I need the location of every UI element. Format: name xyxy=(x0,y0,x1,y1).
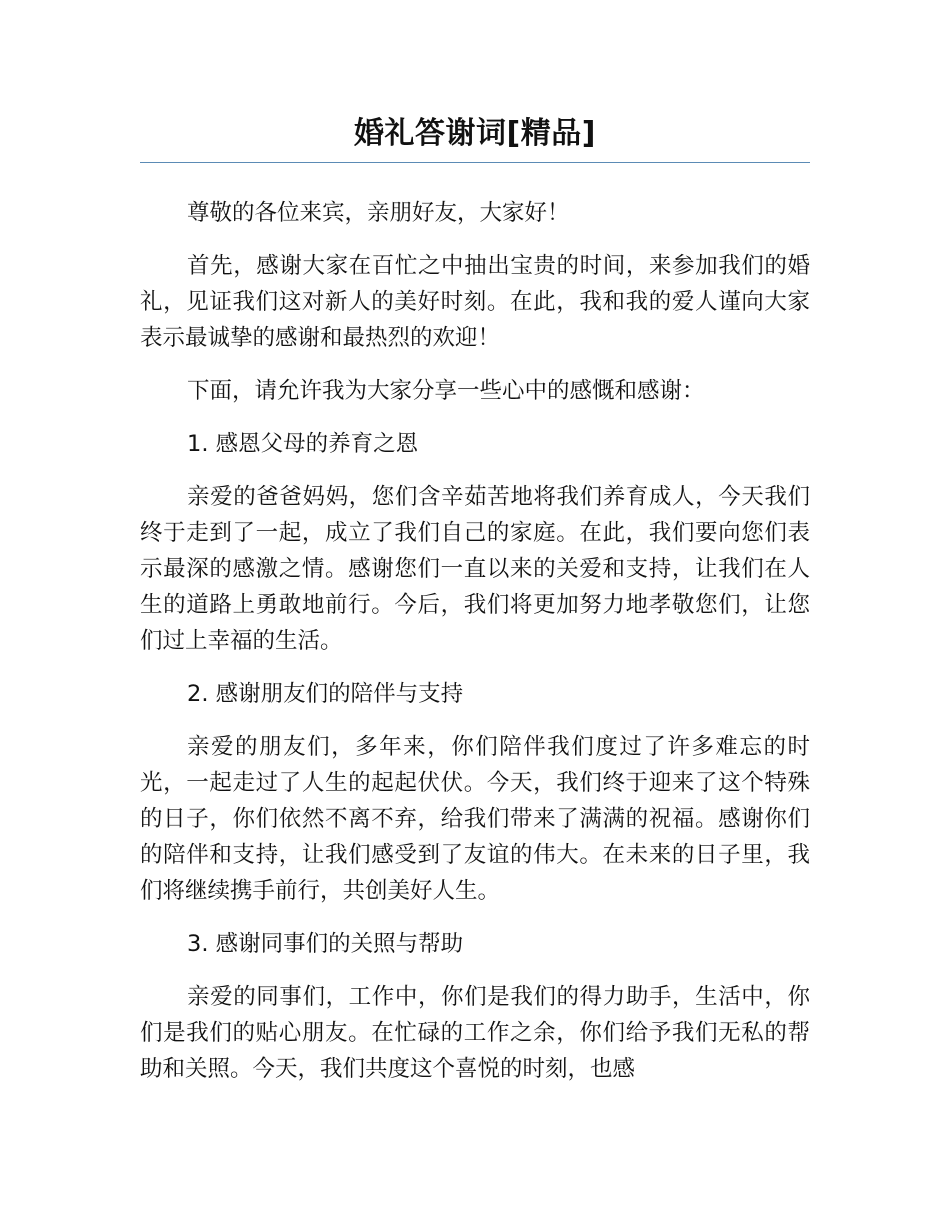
friends-paragraph: 亲爱的朋友们，多年来，你们陪伴我们度过了许多难忘的时光，一起走过了人生的起起伏伏。今天，我们终于迎来了这个特殊的日子，你们依然不离不弃，给我们带来了满满的祝福。感谢你们的陪伴和支持，让我们感受到了友谊的伟大。在未来的日子里，我们将继续携手前行，共创美好人生。 xyxy=(140,734,810,904)
parents-paragraph: 亲爱的爸爸妈妈，您们含辛茹苦地将我们养育成人，今天我们终于走到了一起，成立了我们自己的家庭。在此，我们要向您们表示最深的感激之情。感谢您们一直以来的关爱和支持，让我们在人生的道路上勇敢地前行。今后，我们将更加努力地孝敬您们，让您们过上幸福的生活。 xyxy=(140,484,810,654)
section-heading-colleagues: 3. 感谢同事们的关照与帮助 xyxy=(187,931,464,957)
section-heading-parents: 1. 感恩父母的养育之恩 xyxy=(187,431,419,457)
colleagues-paragraph: 亲爱的同事们，工作中，你们是我们的得力助手，生活中，你们是我们的贴心朋友。在忙碌的工作之余，你们给予我们无私的帮助和关照。今天，我们共度这个喜悦的时刻，也感 xyxy=(140,984,810,1082)
document-title: 婚礼答谢词[精品] xyxy=(354,116,596,151)
title-underline xyxy=(140,162,810,163)
intro-paragraph: 首先，感谢大家在百忙之中抽出宝贵的时间，来参加我们的婚礼，见证我们这对新人的美好时刻。在此，我和我的爱人谨向大家表示最诚挚的感谢和最热烈的欢迎！ xyxy=(140,253,810,351)
greeting-paragraph: 尊敬的各位来宾，亲朋好友，大家好！ xyxy=(187,200,570,226)
transition-paragraph: 下面，请允许我为大家分享一些心中的感慨和感谢： xyxy=(187,378,705,404)
section-heading-friends: 2. 感谢朋友们的陪伴与支持 xyxy=(187,681,464,707)
document-body xyxy=(140,195,810,1104)
